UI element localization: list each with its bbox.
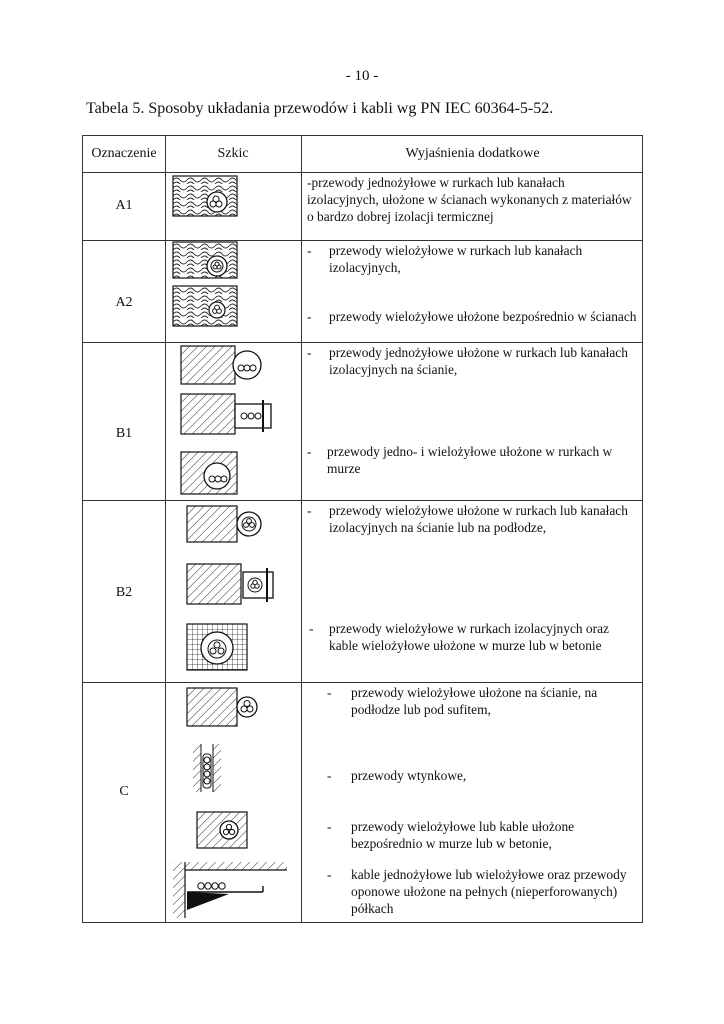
description-a2-text-1: przewody wielożyłowe w rurkach lub kanałach izolacyjnych, bbox=[329, 243, 583, 275]
description-b2-text-1: przewody wielożyłowe ułożone w rurkach lub kanałach izolacyjnych na ścianie lub na podłodze, bbox=[329, 503, 628, 535]
bullet-dash: - bbox=[307, 503, 312, 518]
row-divider bbox=[83, 500, 642, 501]
description-a1-text: -przewody jednożyłowe w rurkach lub kanałach izolacyjnych, ułożone w ścianach wykonanych z materiałów o bardzo dobrej izolacji termicznej bbox=[307, 175, 632, 224]
bullet-dash: - bbox=[307, 309, 312, 324]
column-divider bbox=[165, 136, 166, 922]
description-c-item-2 bbox=[327, 767, 639, 784]
bullet-dash: - bbox=[309, 621, 314, 636]
table-caption: Tabela 5. Sposoby układania przewodów i kabli wg PN IEC 60364-5-52. bbox=[86, 100, 554, 117]
sketch-c-cables-on-tray bbox=[173, 862, 289, 918]
bullet-dash: - bbox=[327, 768, 332, 783]
header-explanations: Wyjaśnienia dodatkowe bbox=[405, 146, 540, 161]
description-b2-text-2: przewody wielożyłowe w rurkach izolacyjnych oraz kable wielożyłowe ułożone w murze lub w betonie bbox=[329, 621, 609, 653]
description-c-item-1 bbox=[327, 684, 639, 718]
description-b1-text-1: przewody jednożyłowe ułożone w rurkach lub kanałach izolacyjnych na ścianie, bbox=[329, 345, 628, 377]
sketch-a2-multicore-conduit bbox=[173, 242, 239, 280]
description-a2-item-1 bbox=[307, 242, 639, 276]
sketch-c-cable-on-wall bbox=[187, 688, 267, 728]
column-divider bbox=[301, 136, 302, 922]
page-number: - 10 - bbox=[345, 68, 379, 84]
row-code-b1: B1 bbox=[115, 426, 133, 441]
bullet-dash: - bbox=[327, 819, 332, 834]
sketch-c-cable-direct-in-masonry bbox=[197, 812, 249, 850]
sketch-c-flat-cable-in-plaster bbox=[193, 744, 223, 794]
description-b2-item-2 bbox=[309, 620, 641, 654]
description-c-text-1: przewody wielożyłowe ułożone na ścianie, na podłodze lub pod sufitem, bbox=[351, 685, 598, 717]
description-b2-item-1 bbox=[307, 502, 639, 536]
row-divider bbox=[83, 682, 642, 683]
description-c-text-2: przewody wtynkowe, bbox=[351, 768, 467, 783]
installation-methods-table bbox=[82, 135, 643, 923]
sketch-b1-trunking-on-wall bbox=[181, 394, 271, 436]
bullet-dash: - bbox=[307, 444, 312, 459]
description-b1-text-2: przewody jedno- i wielożyłowe ułożone w rurkach w murze bbox=[327, 444, 613, 476]
row-divider bbox=[83, 342, 642, 343]
description-a2-text-2: przewody wielożyłowe ułożone bezpośrednio w ścianach bbox=[329, 309, 637, 324]
row-divider bbox=[83, 172, 642, 173]
description-b1-item-2 bbox=[307, 443, 641, 477]
sketch-b1-conduit-on-wall bbox=[181, 346, 271, 386]
row-code-a2: A2 bbox=[115, 295, 133, 310]
sketch-b2-trunking-on-wall bbox=[187, 564, 277, 606]
bullet-dash: - bbox=[307, 243, 312, 258]
row-code-b2: B2 bbox=[115, 585, 133, 600]
description-c-item-4 bbox=[327, 866, 639, 917]
bullet-dash: - bbox=[327, 685, 332, 700]
description-a2-item-2 bbox=[307, 308, 639, 325]
row-divider bbox=[83, 240, 642, 241]
header-designation: Oznaczenie bbox=[91, 146, 157, 161]
description-c-text-3: przewody wielożyłowe lub kable ułożone bezpośrednio w murze lub w betonie, bbox=[351, 819, 575, 851]
row-code-c: C bbox=[119, 784, 129, 799]
bullet-dash: - bbox=[307, 345, 312, 360]
description-c-item-3 bbox=[327, 818, 639, 852]
description-c-text-4: kable jednożyłowe lub wielożyłowe oraz przewody oponowe ułożone na pełnych (nieperforowanych) półkach bbox=[351, 867, 627, 916]
sketch-b2-multicore-conduit-on-wall bbox=[187, 506, 271, 544]
sketch-a1-insulated-wall-conduit bbox=[173, 176, 239, 218]
row-code-a1: A1 bbox=[115, 198, 133, 213]
sketch-b2-cable-in-concrete bbox=[187, 624, 251, 672]
description-a1-item bbox=[307, 174, 639, 225]
header-sketch: Szkic bbox=[217, 146, 249, 161]
description-b1-item-1 bbox=[307, 344, 639, 378]
bullet-dash: - bbox=[327, 867, 332, 882]
sketch-b1-conduit-in-masonry bbox=[181, 452, 241, 496]
sketch-a2-direct-in-wall bbox=[173, 286, 239, 328]
